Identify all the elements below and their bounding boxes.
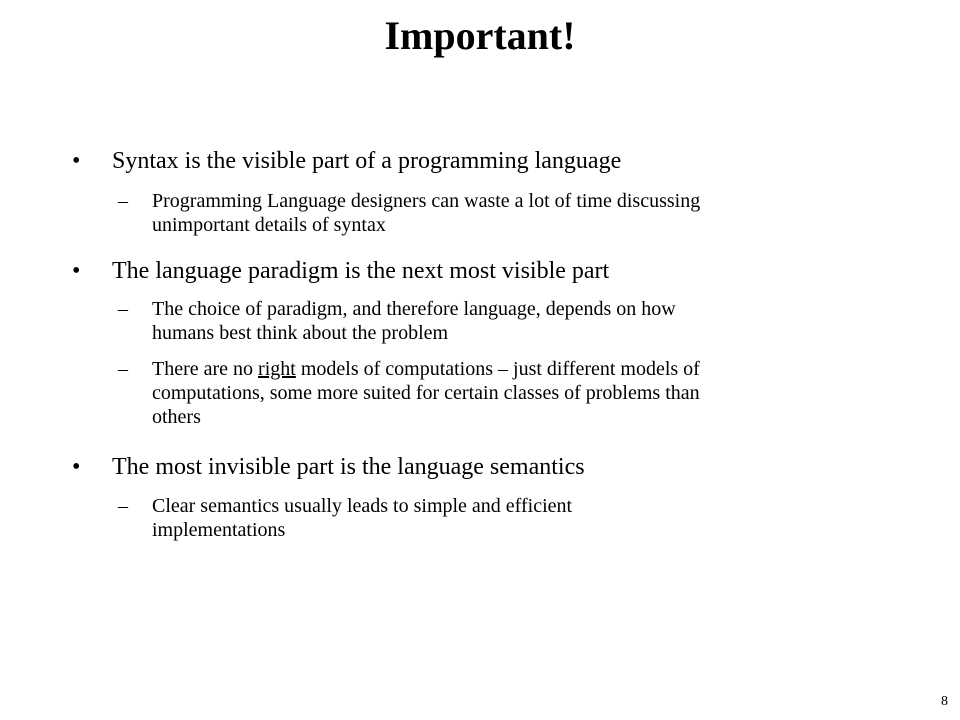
sub-bullet-line: implementations <box>152 519 286 541</box>
sub-bullet-text: There are no <box>152 358 259 380</box>
bullet-text: Syntax is the visible part of a programming language <box>112 148 622 174</box>
sub-bullet-line: Clear semantics usually leads to simple and efficient <box>152 495 573 517</box>
sub-bullet-line: humans best think about the problem <box>152 322 449 344</box>
dash-icon: – <box>118 495 128 517</box>
sub-bullet-line: unimportant details of syntax <box>152 214 386 236</box>
dash-icon: – <box>118 358 128 380</box>
slide-title: Important! <box>384 13 576 58</box>
bullet-icon: • <box>72 258 81 284</box>
sub-bullet-line <box>152 357 898 381</box>
sub-bullet-line: computations, some more suited for certain classes of problems than <box>152 382 700 404</box>
sub-bullet-line: Programming Language designers can waste a lot of time discussing <box>152 190 701 212</box>
bullet-text: The most invisible part is the language semantics <box>112 454 585 480</box>
bullet-icon: • <box>72 454 81 480</box>
sub-bullet-line: others <box>152 406 201 428</box>
sub-bullet-line: The choice of paradigm, and therefore language, depends on how <box>152 298 676 320</box>
underlined-word: right <box>258 358 296 380</box>
sub-bullet-item <box>118 357 898 429</box>
sub-bullet-item <box>118 297 898 345</box>
dash-icon: – <box>118 190 128 212</box>
bullet-text: The language paradigm is the next most visible part <box>112 258 610 284</box>
page-number: 8 <box>941 694 948 709</box>
bullet-icon: • <box>72 148 81 174</box>
dash-icon: – <box>118 298 128 320</box>
sub-bullet-item <box>118 189 898 237</box>
sub-bullet-text: models of computations – just different models of <box>295 358 700 380</box>
sub-bullet-item <box>118 494 898 542</box>
